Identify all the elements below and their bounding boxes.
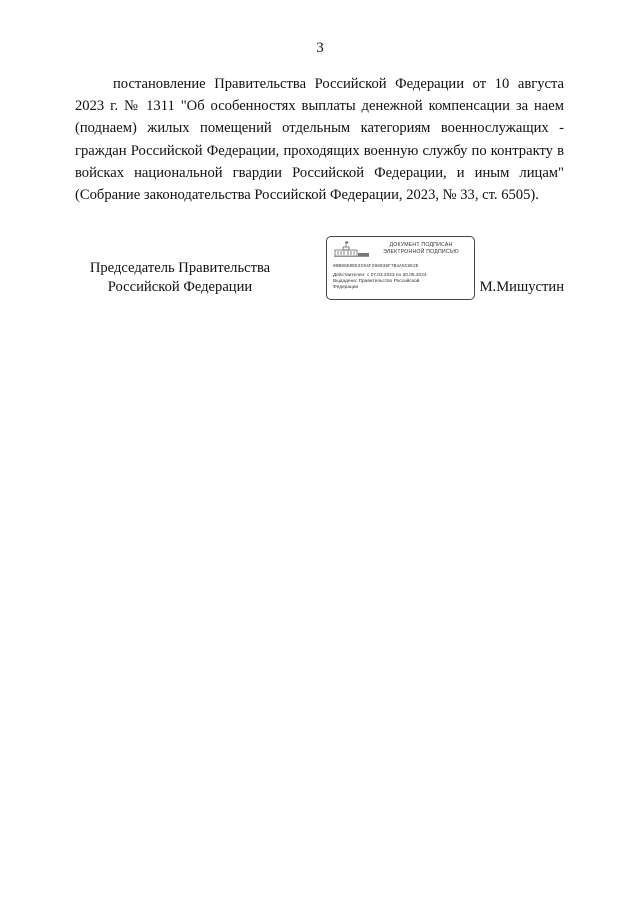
electronic-signature-stamp (326, 236, 475, 300)
stamp-valid-period: Действителен: с 07.03.2023 по 30.05.2024 (333, 273, 427, 278)
body-paragraph: постановление Правительства Российской Федерации от 10 августа 2023 г. № 1311 "Об особенностях выплаты денежной компенсации за наем (поднаем) жилых помещений отдельным категориям военнослужащих - граждан Российской Федерации, проходящих военную службу по контракту в войсках национальной гвардии Российской Федерации, и иным лицам" (Собрание законодательства Российской Федерации, 2023, № 33, ст. 6505). (75, 76, 564, 204)
signer-title-line-1: Председатель Правительства (89, 260, 271, 276)
page-number: 3 (316, 40, 324, 56)
stamp-certificate-serial: 00B96E0EE3C04F298036F7B4A5C8E2E (333, 264, 419, 269)
stamp-issued-to-line-1: Выдадена: Правительство Российской (333, 279, 420, 284)
stamp-details (333, 273, 427, 291)
signer-title-line-2: Российской Федерации (107, 279, 253, 295)
stamp-heading-line-1: ДОКУМЕНТ ПОДПИСАН (389, 242, 453, 248)
signer-name: М.Мишустин (479, 279, 564, 295)
stamp-issued-to-line-2: Федерации (333, 285, 359, 290)
government-building-emblem-icon (333, 241, 371, 257)
stamp-heading (371, 242, 471, 255)
signer-title (75, 259, 285, 297)
stamp-heading-line-2: ЭЛЕКТРОННОЙ ПОДПИСЬЮ (383, 248, 459, 255)
